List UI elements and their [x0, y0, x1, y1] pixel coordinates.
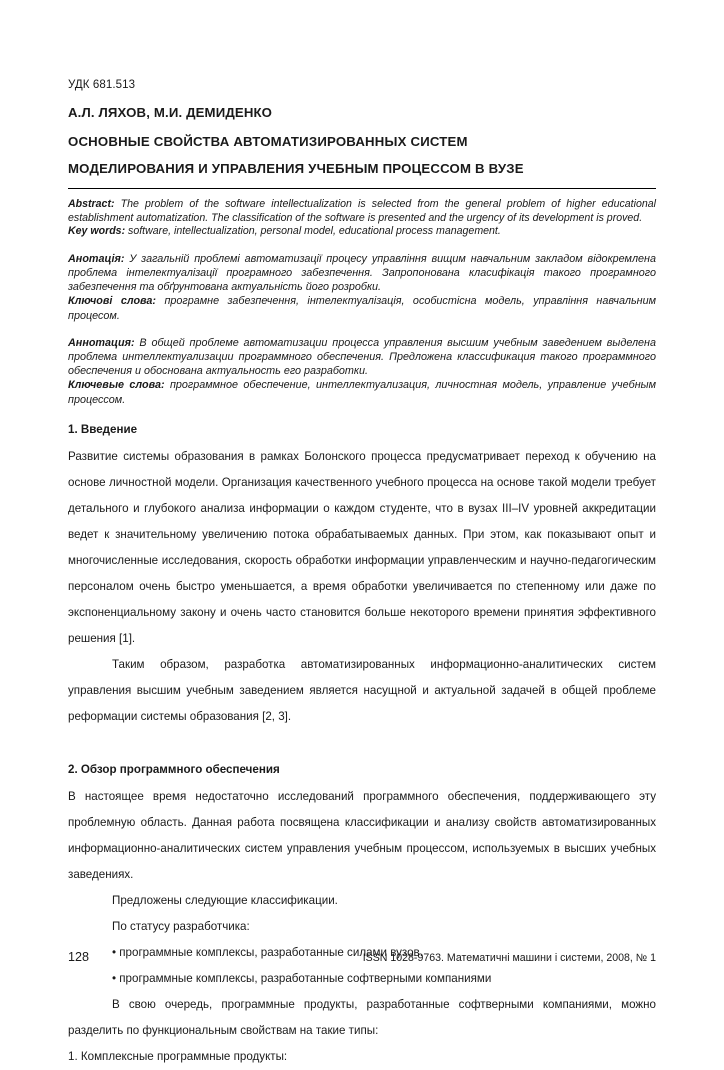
section-2-paragraph-2: Предложены следующие классификации.: [112, 893, 338, 907]
article-title-line-1: ОСНОВНЫЕ СВОЙСТВА АВТОМАТИЗИРОВАННЫХ СИСТЕМ: [68, 134, 468, 149]
section-2-bullet-1: • программные комплексы, разработанные силами вузов.: [112, 945, 423, 959]
abstract-english-text: The problem of the software intellectualization is selected from the general problem of higher educational establishment automatization. The classification of the software is presented and the urgency of its development is proved.: [68, 198, 656, 224]
abstract-russian-body: [68, 336, 656, 379]
section-spacer: [68, 730, 656, 747]
issn-journal-line: ISSN 1028-9763. Математичні машини і системи, 2008, № 1: [362, 952, 656, 964]
abstract-english-keywords-label: Key words:: [68, 225, 126, 238]
page-content: [68, 78, 656, 1070]
abstract-english: [68, 198, 656, 239]
section-2-paragraph-5: 1. Комплексные программные продукты:: [68, 1049, 288, 1063]
section-2-paragraph-3: По статусу разработчика:: [112, 919, 250, 933]
section-2-paragraph-1: В настоящее время недостаточно исследований программного обеспечения, поддерживающего эту проблемную область. Данная работа посвящена классификации и анализу свойств автоматизированных информационно-аналитических систем управления учебным процессом, используемых в высших учебных заведениях.: [68, 789, 656, 881]
page-footer: [68, 950, 656, 964]
section-1-paragraph-2: Таким образом, разработка автоматизированных информационно-аналитических систем управления высшим учебным заведением является насущной и актуальной задачей в общей проблеме реформации системы образования [2, 3].: [68, 657, 656, 723]
abstract-russian-keywords: [68, 378, 656, 406]
abstract-russian-text: В общей проблеме автоматизации процесса управления высшим учебным заведением выделена проблема интеллектуализации программного обеспечения. Предложена классификация такого программного обеспечения и обоснована актуальность его разработки.: [68, 336, 656, 378]
abstract-russian-keywords-text: программное обеспечение, интеллектуализация, личностная модель, управление учебным процессом.: [68, 379, 656, 406]
section-2-paragraph-4: В свою очередь, программные продукты, разработанные софтверными компаниями, можно разделить по функциональным свойствам на такие типы:: [68, 997, 656, 1037]
abstract-russian-keywords-label: Ключевые слова:: [68, 379, 165, 392]
page-number: 128: [68, 950, 90, 964]
abstract-russian-label: Аннотация:: [68, 336, 135, 349]
abstract-english-label: Abstract:: [68, 198, 115, 210]
section-2-bullet-2: • программные комплексы, разработанные софтверными компаниями: [112, 971, 492, 985]
udk-code: УДК 681.513: [68, 79, 136, 91]
abstract-ukrainian-text: У загальній проблемі автоматизації процесу управління вищим навчальним закладом відокремлена проблема інтелектуалізації програмного забезпечення. Запропонована класифікація такого програмного забезпечення та обґрунтована актуальність його розробки.: [68, 252, 656, 294]
section-2-heading: 2. Обзор программного обеспечения: [68, 762, 280, 776]
header-divider: [68, 188, 656, 189]
abstract-ukrainian-body: [68, 252, 656, 295]
abstract-russian: [68, 336, 656, 407]
section-1-heading: 1. Введение: [68, 422, 138, 436]
abstract-english-body: [68, 198, 656, 225]
abstract-ukrainian-label: Анотація:: [68, 252, 125, 265]
article-title-line-2: МОДЕЛИРОВАНИЯ И УПРАВЛЕНИЯ УЧЕБНЫМ ПРОЦЕССОМ В ВУЗЕ: [68, 161, 524, 176]
author-list: А.Л. ЛЯХОВ, М.И. ДЕМИДЕНКО: [68, 105, 273, 120]
abstract-ukrainian-keywords: [68, 294, 656, 322]
section-1-paragraph-1: Развитие системы образования в рамках Болонского процесса предусматривает переход к обучению на основе личностной модели. Организация качественного учебного процесса на основе такой модели требует детального и глубокого анализа информации о каждом студенте, что в вузах III–IV уровней аккредитации ведет к значительному увеличению потока обрабатываемых данных. При этом, как показывают опыт и многочисленные исследования, скорость обработки информации управленческим и научно-педагогическим персоналом очень быстро уменьшается, а время обработки увеличивается по степенному или даже по экспоненциальному закону и очень часто становится больше некоторого времени принятия эффективного решения [1].: [68, 449, 656, 645]
abstract-ukrainian-keywords-label: Ключові слова:: [68, 295, 157, 308]
abstract-english-keywords: [68, 225, 656, 239]
abstract-ukrainian: [68, 252, 656, 323]
abstract-ukrainian-keywords-text: програмне забезпечення, інтелектуалізація, особистісна модель, управління навчальним процесом.: [68, 295, 656, 322]
abstract-english-keywords-text: software, intellectualization, personal model, educational process management.: [125, 225, 501, 238]
